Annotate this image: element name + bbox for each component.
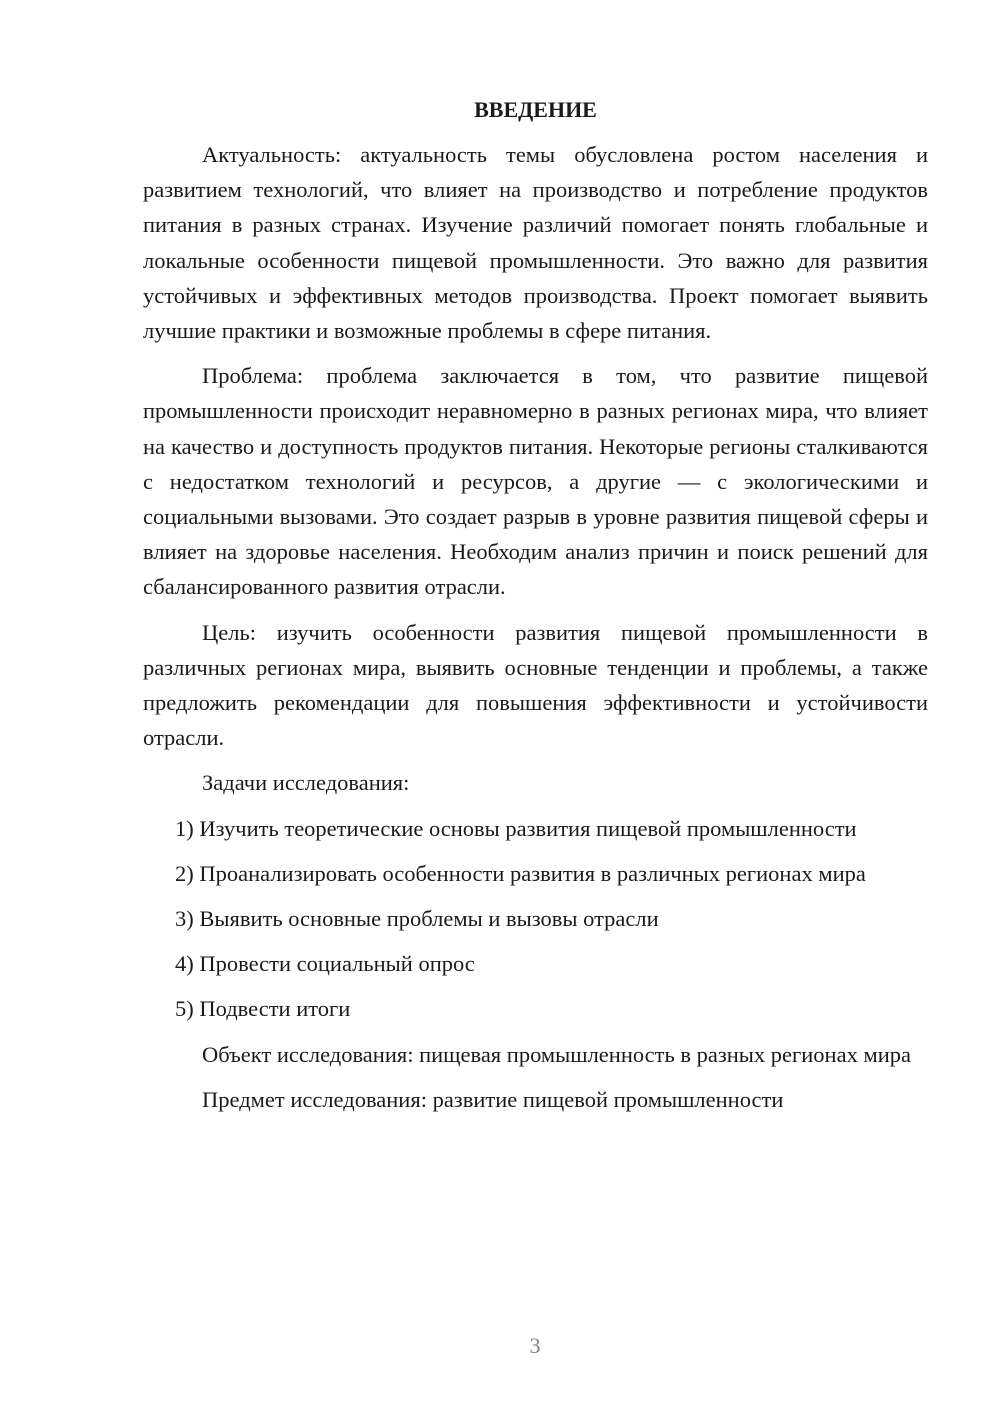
task-item: 3) Выявить основные проблемы и вызовы отрасли (175, 906, 659, 932)
paragraph-object: Объект исследования: пищевая промышленность в разных регионах мира (202, 1041, 911, 1067)
task-item: 2) Проанализировать особенности развития в различных регионах мира (175, 860, 866, 886)
paragraph-problem: Проблема: проблема заключается в том, что развитие пищевой промышленности происходит неравномерно в разных регионах мира, что влияет на качество и доступность продуктов питания. Некоторые регионы сталкиваются с недостатком технологий и ресурсов, а другие — с экологическими и социальными вызовами. Это создает разрыв в уровне развития пищевой сферы и влияет на здоровье населения. Необходим анализ причин и поиск решений для сбалансированного развития отрасли. (143, 363, 928, 600)
document-page (143, 92, 928, 1127)
paragraph-subject: Предмет исследования: развитие пищевой промышленности (202, 1086, 784, 1112)
paragraph-relevance: Актуальность: актуальность темы обусловлена ростом населения и развитием технологий, что влияет на производство и потребление продуктов питания в разных странах. Изучение различий помогает понять глобальные и локальные особенности пищевой промышленности. Это важно для развития устойчивых и эффективных методов производства. Проект помогает выявить лучшие практики и возможные проблемы в сфере питания. (143, 142, 928, 344)
paragraph-goal: Цель: изучить особенности развития пищевой промышленности в различных регионах мира, выявить основные тенденции и проблемы, а также предложить рекомендации для повышения эффективности и устойчивости отрасли. (143, 619, 928, 751)
task-item: 1) Изучить теоретические основы развития пищевой промышленности (175, 815, 857, 841)
task-item: 4) Провести социальный опрос (175, 951, 475, 977)
tasks-heading: Задачи исследования: (202, 770, 410, 796)
page-number: 3 (529, 1333, 541, 1358)
task-item: 5) Подвести итоги (175, 996, 351, 1022)
section-title: ВВЕДЕНИЕ (474, 97, 597, 122)
